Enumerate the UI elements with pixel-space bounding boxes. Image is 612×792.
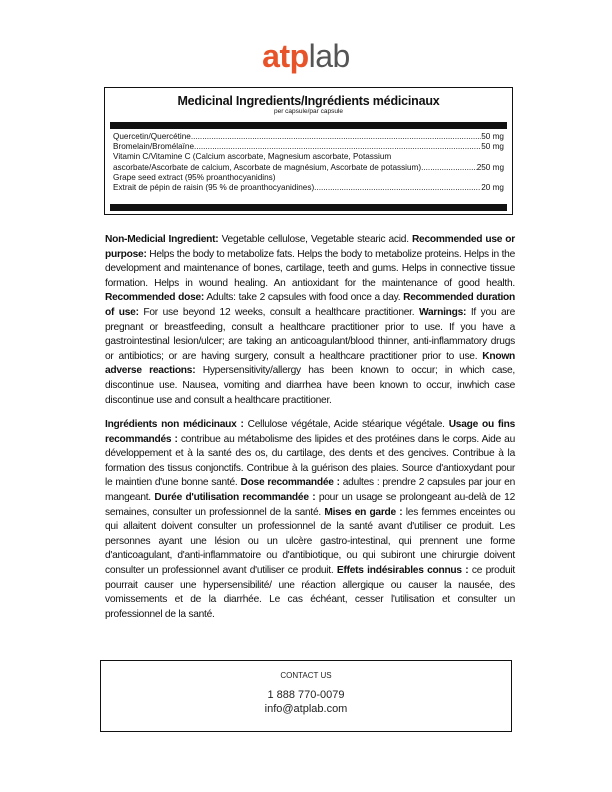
brand-logo [0,38,612,75]
ingredient-list [113,132,504,193]
label-warnings: Warnings: [419,306,467,318]
text-non-medicinal: Vegetable cellulose, Vegetable stearic acid. [218,234,412,245]
text-warnings-fr: les femmes enceintes ou qui allaitent doivent consulter un professionnel de la santé avant d'utiliser ce produit. Les personnes ayant une lésion ou un ulcère gastro-intestinal, qui prennent une forme d'anticoagulant, d'anti-inflammatoire ou d'antibiotique, ou qui subiront une chirurgie doivent consulter un professionnel avant d'utiliser ce produit. [105,506,515,576]
label-recommended-dose: Recommended dose: [105,292,205,304]
text-adverse-reactions: Hypersensitivity/allergy has been known to occur; in which case, discontinue use. Nausea, vomiting and diarrhea have been known to occur, inwhich case discontinue use and consult a healthcare practitioner. [105,365,515,406]
ingredient-name-line: Vitamin C/Vitamine C (Calcium ascorbate, Magnesium ascorbate, Potassium [113,152,392,162]
ingredient-name: Quercetin/Quercétine [113,132,191,141]
label-non-medicinal-fr: Ingrédients non médicinaux : [105,419,244,430]
label-recommended-use-fr: Usage ou fins recommandés : [105,419,516,445]
contact-box [100,660,512,732]
text-duration-fr: pour un usage se prolongeant au-delà de 12 semaines, consulter un professionnel de la santé. [105,491,516,518]
text-duration: For use beyond 12 weeks, consult a healthcare practitioner. [138,306,419,318]
ingredient-amount: 20 mg [481,183,504,193]
ingredient-name: ascorbate/Ascorbate de calcium, Ascorbate de magnésium, Ascorbate de potassium) [113,162,422,172]
label-adverse-reactions-fr: Effets indésirables connus : [336,564,469,576]
ingredient-row [113,132,504,142]
ingredient-amount: 50 mg [481,142,504,152]
text-recommended-dose: Adults: take 2 capsules with food once a day. [204,292,404,304]
contact-phone: 1 888 770-0079 [267,689,345,701]
text-warnings: If you are pregnant or breastfeeding, consult a healthcare practitioner prior to use. If you have a gastrointestinal lesion/ulcer; are taking an anticoagulant/blood thinner, anti-inflammatory drugs or antibiotics; or are having surgery, consult a healthcare practitioner prior to use. [105,306,515,362]
label-non-medicinal: Non-Medicial Ingredient: [105,234,219,245]
ingredient-name: Extrait de pépin de raisin (95 % de proanthocyanidines) [113,183,315,193]
text-recommended-dose-fr: adultes : prendre 2 capsules par jour en mangeant. [105,477,516,503]
label-adverse-reactions: Known adverse reactions: [105,350,515,377]
contact-label: CONTACT US [280,671,332,680]
ingredient-row [113,142,504,152]
panel-title: Medicinal Ingredients/Ingrédients médicinaux [177,94,440,108]
ingredient-name: Bromelain/Bromélaïne [113,142,195,152]
french-paragraph [105,418,515,622]
text-recommended-use: Helps the body to metabolize fats. Helps the body to metabolize proteins. Helps in the development and maintenance of bones, cartilage, teeth and gums. Helps in connective tissue formation. Helps in wound healing. An antioxidant for the maintenance of good health. [105,248,515,289]
panel-subtitle: per capsule/par capsule [273,108,343,115]
label-recommended-dose-fr: Dose recommandée : [240,477,340,489]
text-adverse-reactions-fr: ce produit pourrait causer une hypersensibilité/ une réaction allergique ou causer la nausée, des vomissements et de la diarrhée. Le cas échéant, cesser l'utilisation et consulter un professionnel de la santé. [105,564,515,620]
ingredients-panel [104,87,513,215]
text-recommended-use-fr: contribue au métabolisme des lipides et des protéines dans le corps. Aide au développement et à la santé des os, du cartilage, des dents et des gencives. Contribue à la formation des tissus conjonctifs. Contribue à la guérison des plaies. Source d'antioxydant pour le maintien d'une bonne santé. [105,433,515,489]
english-paragraph [105,233,515,408]
text-non-medicinal-fr: Cellulose végétale, Acide stéarique végétale. [243,419,449,430]
panel-top-rule [110,122,507,129]
ingredient-amount: 250 mg [476,162,504,172]
logo-part-lab: lab [308,38,350,74]
label-duration-fr: Durée d'utilisation recommandée : [154,491,316,503]
ingredient-row [113,163,504,173]
label-duration: Recommended duration of use: [105,292,516,318]
contact-email: info@atplab.com [264,703,348,715]
panel-bottom-rule [110,204,507,211]
label-warnings-fr: Mises en garde : [324,506,403,518]
logo-part-atp: atp [262,38,309,74]
ingredient-name-line: Grape seed extract (95% proanthocyanidins) [113,172,276,182]
ingredient-amount: 50 mg [481,132,504,141]
ingredient-row [113,183,504,193]
label-recommended-use: Recommended use or purpose: [105,234,515,260]
